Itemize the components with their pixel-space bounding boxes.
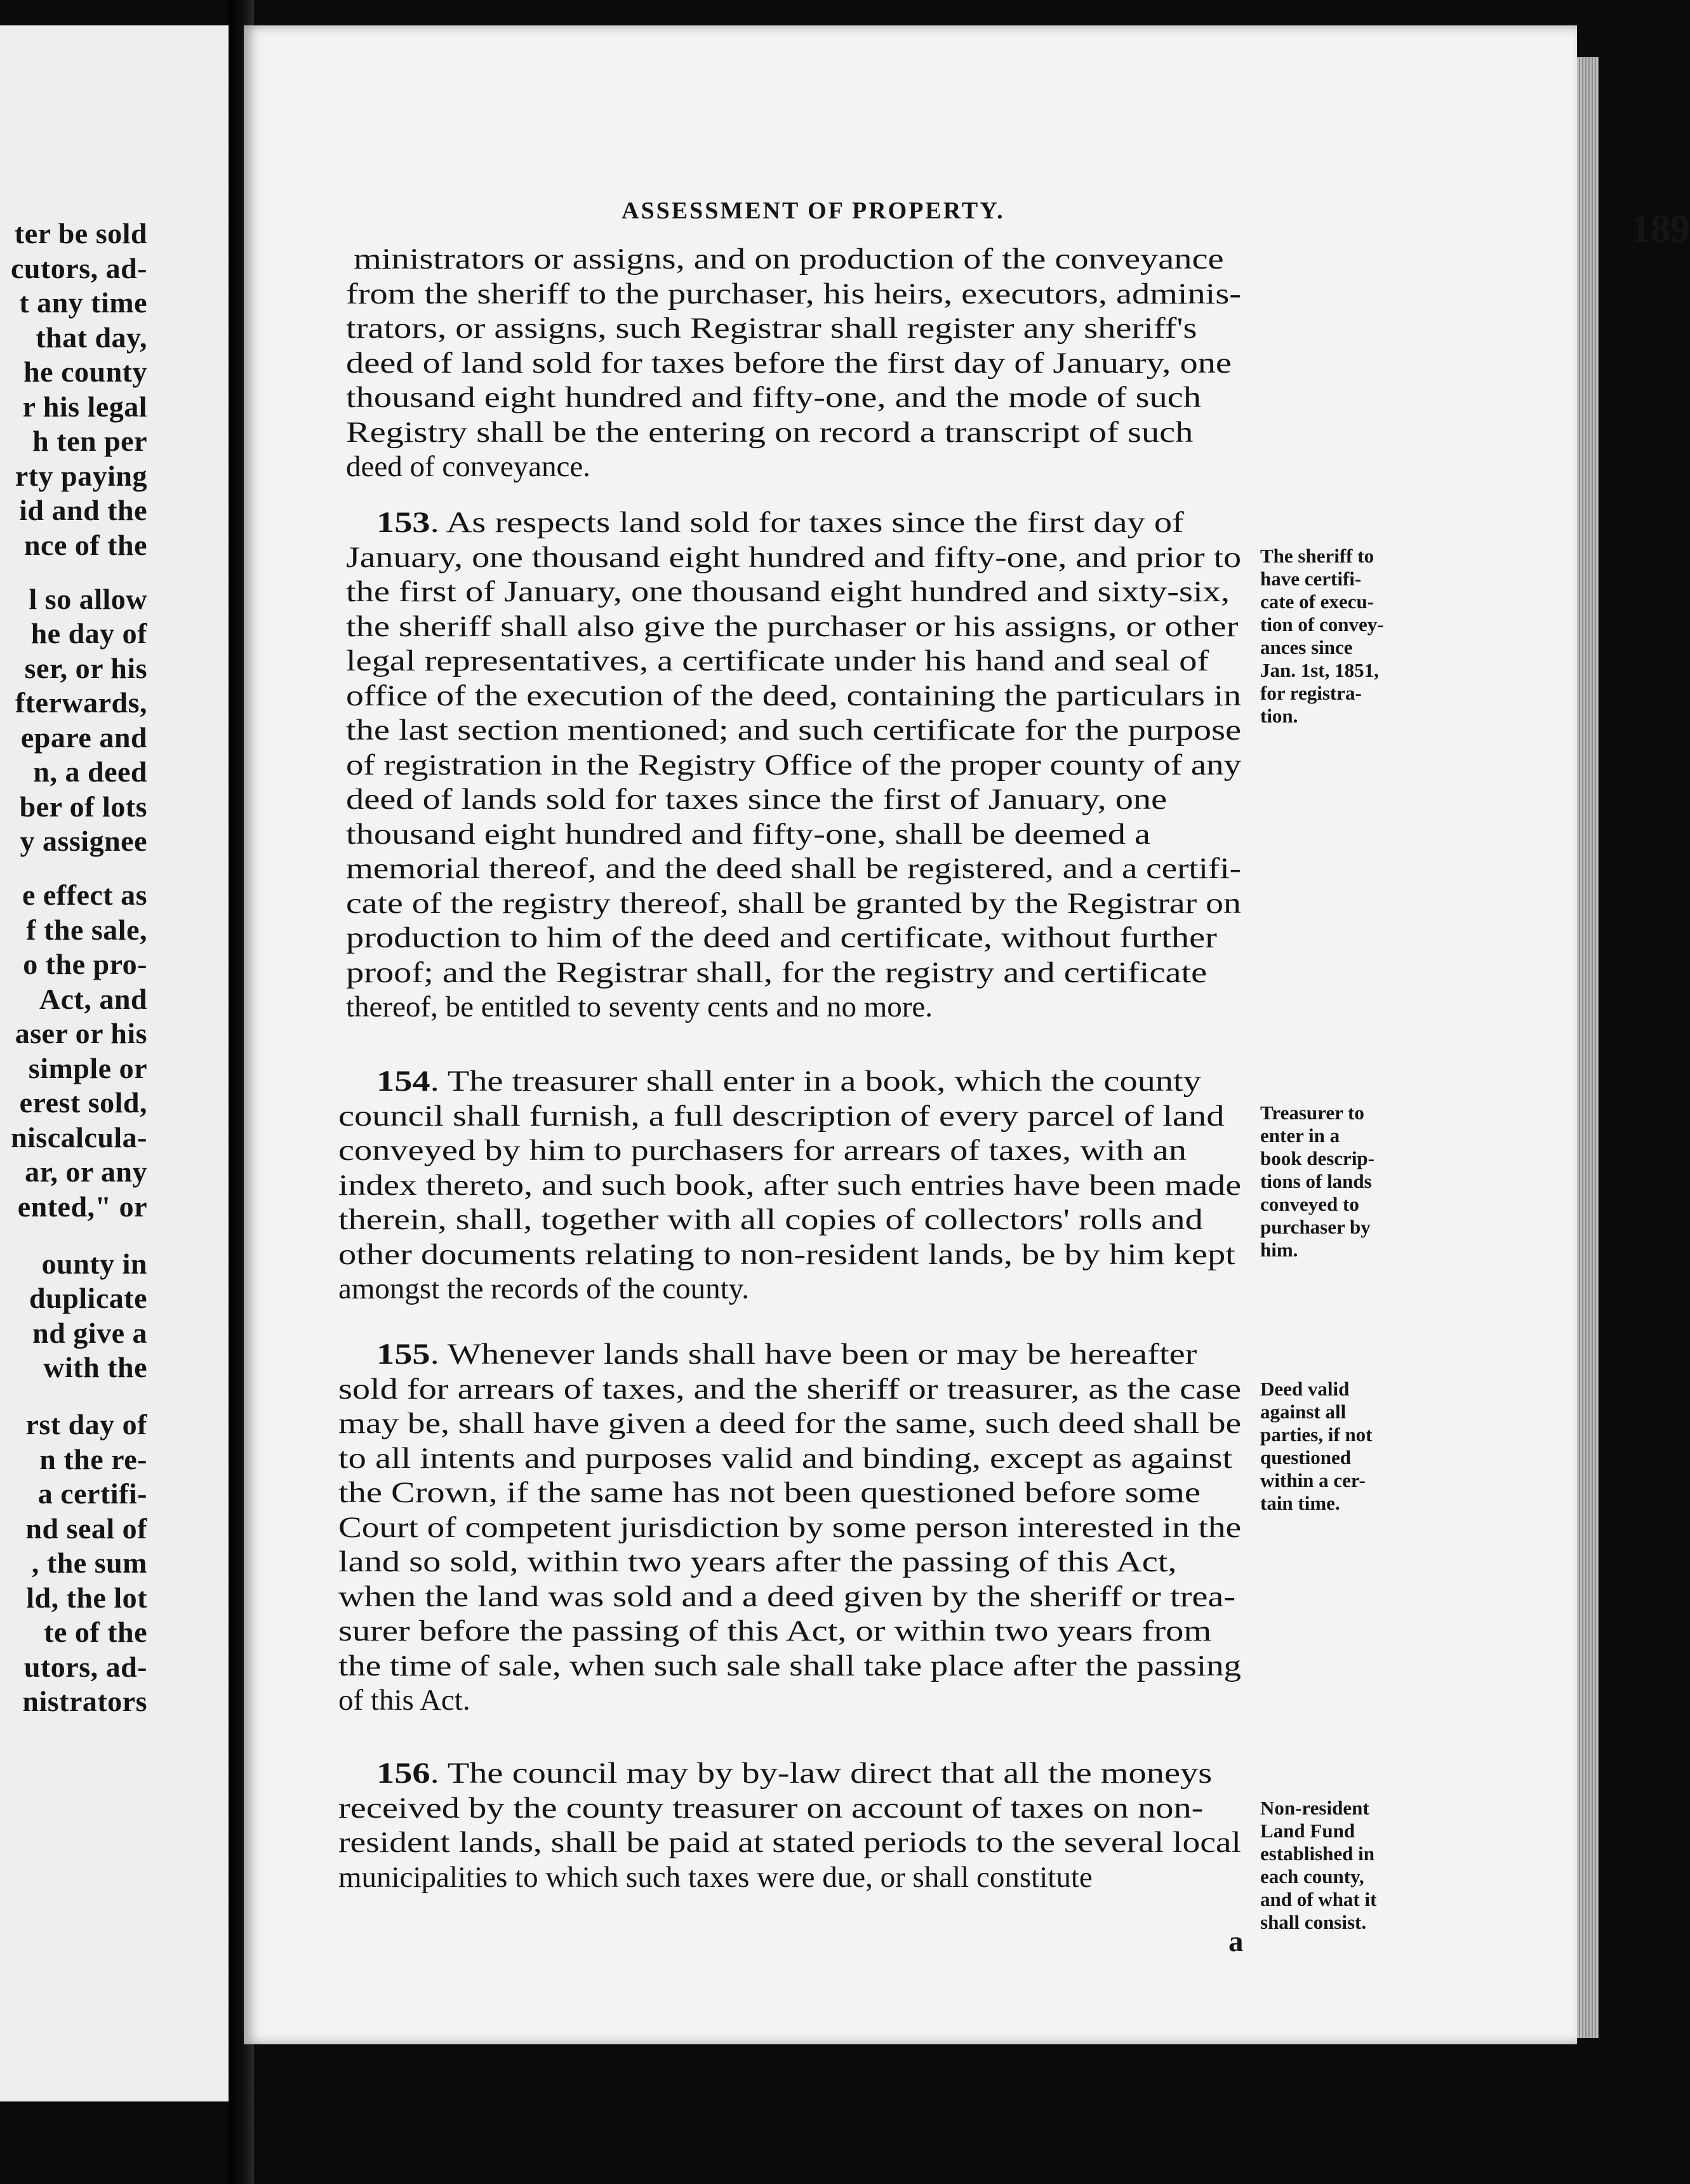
- section-first-line: . The treasurer shall enter in a book, which the county: [430, 1065, 1201, 1098]
- left-page-line: y assignee: [20, 825, 147, 857]
- text-line: other documents relating to non-resident lands, be by him kept: [338, 1237, 1235, 1271]
- left-page-line: utors, ad-: [23, 1650, 147, 1683]
- left-page-line: nd give a: [32, 1316, 147, 1349]
- margin-note-line: against all: [1260, 1401, 1347, 1423]
- text-line: ministrators or assigns, and on production of the conveyance: [354, 243, 1224, 276]
- text-line: the first of January, one thousand eight hundred and sixty-six,: [346, 575, 1230, 608]
- left-page-line: nistrators: [22, 1685, 147, 1717]
- text-line: index thereto, and such book, after such entries have been made: [338, 1168, 1241, 1202]
- margin-note-line: within a cer-: [1260, 1469, 1366, 1491]
- text-line: the last section mentioned; and such certificate for the purpose: [346, 714, 1242, 747]
- text-line: legal representatives, a certificate under his hand and seal of: [346, 644, 1209, 677]
- margin-note-line: enter in a: [1260, 1124, 1340, 1147]
- margin-note-line: tions of lands: [1260, 1170, 1372, 1192]
- margin-note-line: and of what it: [1260, 1888, 1377, 1910]
- left-page-line: ar, or any: [25, 1155, 147, 1188]
- margin-note-line: tion.: [1260, 705, 1298, 727]
- margin-note-line: Deed valid: [1260, 1378, 1350, 1400]
- section-number: 155: [376, 1338, 430, 1371]
- left-page-line: he county: [23, 356, 147, 388]
- text-line: [376, 1340, 1197, 1369]
- left-page-line: ented," or: [17, 1190, 147, 1223]
- text-line: received by the county treasurer on account of taxes on non-: [338, 1791, 1204, 1825]
- text-line: office of the execution of the deed, containing the particulars in: [346, 679, 1241, 712]
- page-number: 189: [1631, 208, 1690, 251]
- left-page-line: n, a deed: [33, 756, 147, 788]
- left-page-line: f the sale,: [26, 913, 147, 946]
- text-line: Registry shall be the entering on record a transcript of such: [346, 415, 1194, 449]
- text-line: council shall furnish, a full description of every parcel of land: [338, 1099, 1225, 1133]
- text-line: thereof, be entitled to seventy cents and no more.: [346, 990, 933, 1023]
- text-line: to all intents and purposes valid and binding, except as against: [338, 1441, 1233, 1475]
- left-page-line: ber of lots: [19, 790, 147, 823]
- text-line: thousand eight hundred and fifty-one, shall be deemed a: [346, 817, 1151, 851]
- left-page-line: ser, or his: [24, 651, 147, 684]
- left-page-line: cutors, ad-: [10, 251, 147, 284]
- margin-note-line: have certifi-: [1260, 568, 1362, 590]
- margin-note-line: Non-resident: [1260, 1797, 1369, 1819]
- left-page-line: a certifi-: [37, 1477, 147, 1510]
- left-page-line: id and the: [19, 494, 147, 526]
- margin-note-line: Land Fund: [1260, 1820, 1355, 1842]
- left-page-line: , the sum: [31, 1547, 147, 1579]
- left-page-line: nd seal of: [25, 1512, 147, 1545]
- left-page-line: ounty in: [41, 1247, 147, 1280]
- page-edges: [1577, 57, 1599, 2038]
- text-line: land so sold, within two years after the passing of this Act,: [338, 1545, 1177, 1578]
- margin-note-line: parties, if not: [1260, 1423, 1373, 1446]
- margin-note-line: questioned: [1260, 1446, 1351, 1468]
- text-line: surer before the passing of this Act, or within two years from: [338, 1615, 1212, 1648]
- text-line: [376, 1759, 1212, 1788]
- margin-note: [1260, 1797, 1451, 1934]
- text-line: the Crown, if the same has not been questioned before some: [338, 1476, 1201, 1509]
- margin-note-line: Jan. 1st, 1851,: [1260, 659, 1379, 681]
- left-page-line: h ten per: [32, 425, 147, 457]
- margin-note-line: ances since: [1260, 636, 1353, 658]
- left-page-line: duplicate: [29, 1282, 147, 1314]
- text-line: therein, shall, together with all copies of collectors' rolls and: [338, 1203, 1203, 1236]
- text-line: Court of competent jurisdiction by some person interested in the: [338, 1510, 1241, 1544]
- left-page-line: rty paying: [15, 459, 147, 492]
- left-page-line: n the re-: [39, 1442, 147, 1475]
- left-page-line: with the: [43, 1351, 147, 1383]
- margin-note: [1260, 1102, 1451, 1262]
- left-page-line: o the pro-: [23, 948, 147, 980]
- text-line: memorial thereof, and the deed shall be registered, and a certifi-: [346, 852, 1242, 885]
- left-page-line: he day of: [30, 617, 147, 649]
- margin-note-line: tion of convey-: [1260, 613, 1384, 636]
- text-line: amongst the records of the county.: [338, 1272, 749, 1305]
- text-line: trators, or assigns, such Registrar shall register any sheriff's: [346, 312, 1197, 345]
- text-line: deed of lands sold for taxes since the first of January, one: [346, 783, 1168, 816]
- text-line: deed of conveyance.: [346, 450, 590, 483]
- left-page-line: te of the: [44, 1616, 147, 1648]
- section-first-line: . The council may by by-law direct that all the moneys: [430, 1757, 1213, 1790]
- running-head: ASSESSMENT OF PROPERTY.: [622, 197, 1005, 224]
- text-line: the time of sale, when such sale shall take place after the passing: [338, 1649, 1241, 1682]
- section-number: 153: [376, 506, 430, 539]
- left-page-line: l so allow: [29, 582, 147, 615]
- left-page-line: epare and: [20, 721, 147, 754]
- margin-note: [1260, 545, 1451, 728]
- catchword: a: [1228, 1925, 1244, 1958]
- text-line: when the land was sold and a deed given by the sheriff or trea-: [338, 1580, 1236, 1613]
- text-line: may be, shall have given a deed for the same, such deed shall be: [338, 1407, 1242, 1440]
- section-number: 156: [376, 1757, 430, 1790]
- section-first-line: . Whenever lands shall have been or may be hereafter: [430, 1338, 1197, 1371]
- margin-note-line: conveyed to: [1260, 1193, 1359, 1215]
- margin-note-line: book descrip-: [1260, 1147, 1374, 1169]
- text-line: deed of land sold for taxes before the first day of January, one: [346, 346, 1232, 380]
- text-line: cate of the registry thereof, shall be granted by the Registrar on: [346, 886, 1241, 920]
- text-line: conveyed by him to purchasers for arrears of taxes, with an: [338, 1134, 1187, 1167]
- text-line: municipalities to which such taxes were due, or shall constitute: [338, 1860, 1093, 1894]
- left-page-line: that day,: [36, 321, 147, 354]
- text-line: sold for arrears of taxes, and the sheriff or treasurer, as the case: [338, 1372, 1242, 1406]
- text-line: thousand eight hundred and fifty-one, and the mode of such: [346, 381, 1201, 414]
- left-page-line: fterwards,: [15, 686, 147, 719]
- left-page-line: r his legal: [22, 390, 147, 423]
- text-line: from the sheriff to the purchaser, his heirs, executors, adminis-: [346, 277, 1241, 310]
- text-line: January, one thousand eight hundred and fifty-one, and prior to: [346, 540, 1242, 574]
- left-page-line: t any time: [19, 286, 147, 319]
- left-page-line: ter be sold: [14, 217, 147, 250]
- margin-note-line: purchaser by: [1260, 1216, 1371, 1238]
- left-page-line: simple or: [28, 1051, 147, 1084]
- text-line: [376, 1067, 1201, 1096]
- section-number: 154: [376, 1065, 430, 1098]
- margin-note-line: established in: [1260, 1842, 1375, 1865]
- left-page-line: erest sold,: [19, 1086, 147, 1119]
- margin-note-line: shall consist.: [1260, 1911, 1367, 1933]
- margin-note-line: tain time.: [1260, 1492, 1340, 1514]
- margin-note-line: him.: [1260, 1239, 1298, 1261]
- left-page-line: e effect as: [22, 879, 147, 911]
- left-page-line: nce of the: [23, 528, 147, 561]
- previous-page-fragment: [0, 25, 229, 2101]
- margin-note: [1260, 1378, 1451, 1515]
- text-line: the sheriff shall also give the purchaser or his assigns, or other: [346, 609, 1239, 643]
- left-page-line: aser or his: [15, 1017, 147, 1049]
- text-line: of this Act.: [338, 1684, 470, 1717]
- margin-note-line: Treasurer to: [1260, 1102, 1364, 1124]
- margin-note-line: cate of execu-: [1260, 590, 1374, 613]
- text-line: production to him of the deed and certificate, without further: [346, 921, 1217, 954]
- text-line: [376, 508, 1184, 538]
- left-page-line: ld, the lot: [26, 1581, 147, 1614]
- text-line: of registration in the Registry Office of the proper county of any: [346, 748, 1241, 782]
- section-first-line: . As respects land sold for taxes since the first day of: [430, 506, 1184, 539]
- margin-note-line: for registra-: [1260, 682, 1362, 704]
- margin-note-line: each county,: [1260, 1865, 1364, 1888]
- text-line: proof; and the Registrar shall, for the registry and certificate: [346, 956, 1208, 989]
- left-page-line: niscalcula-: [10, 1121, 147, 1154]
- left-page-line: rst day of: [25, 1408, 147, 1441]
- margin-note-line: The sheriff to: [1260, 545, 1374, 567]
- left-page-line: Act, and: [39, 982, 147, 1015]
- text-line: resident lands, shall be paid at stated periods to the several local: [338, 1826, 1241, 1859]
